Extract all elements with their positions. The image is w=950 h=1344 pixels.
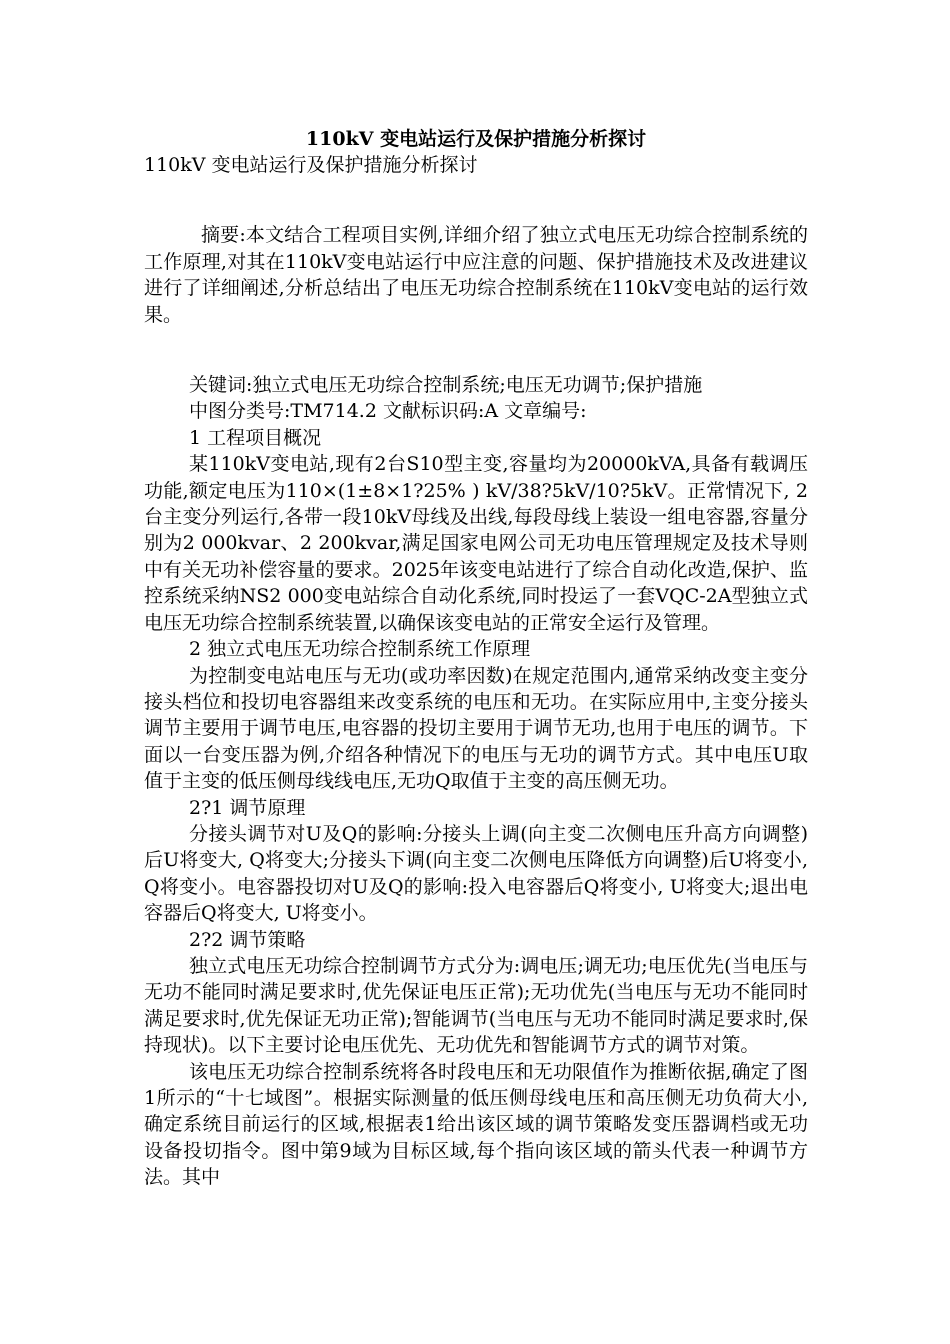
document-body	[144, 126, 808, 1191]
spacer	[144, 178, 808, 222]
section-heading-1: 1 工程项目概况	[189, 426, 322, 449]
section-1-paragraph: 某110kV变电站,现有2台S10型主变,容量均为20000kVA,具备有载调压功能,额定电压为110×(1±8×1?25% ) kV/38?5kV/10?5kV。正常情况下, 2台主变分列运行,各带一段10kV母线及出线,每段母线上装设一组电容器,容量分别为2 000kvar、2 200kvar,满足国家电网公司无功电压管理规定及技术导则中有关无功补偿容量的要求。2025年该变电站进行了综合自动化改造,保护、监控系统采纳NS2 000变电站综合自动化系统,同时投运了一套VQC-2A型独立式电压无功综合控制系统装置,以确保该变电站的正常安全运行及管理。	[144, 453, 808, 634]
section-2-2-paragraph-2: 该电压无功综合控制系统将各时段电压和无功限值作为推断依据,确定了图1所示的“十七域图”。根据实际测量的低压侧母线电压和高压侧无功负荷大小,确定系统目前运行的区域,根据表1给出该区域的调节策略发变压器调档或无功设备投切指令。图中第9域为目标区域,每个指向该区域的箭头代表一种调节方法。其中	[144, 1060, 808, 1189]
document-title: 110kV 变电站运行及保护措施分析探讨	[305, 128, 647, 150]
document-subtitle: 110kV 变电站运行及保护措施分析探讨	[144, 154, 478, 176]
section-heading-2-1: 2?1 调节原理	[189, 796, 306, 819]
section-2-paragraph: 为控制变电站电压与无功(或功率因数)在规定范围内,通常采纳改变主变分接头档位和投切电容器组来改变系统的电压和无功。在实际应用中,主变分接头调节主要用于调节电压,电容器的投切主要用于调节无功,也用于电压的调节。下面以一台变压器为例,介绍各种情况下的电压与无功的调节方式。其中电压U取值于主变的低压侧母线线电压,无功Q取值于主变的高压侧无功。	[144, 664, 808, 793]
section-2-2-paragraph: 独立式电压无功综合控制调节方式分为:调电压;调无功;电压优先(当电压与无功不能同时满足要求时,优先保证电压正常);无功优先(当电压与无功不能同时满足要求时,优先保证无功正常);智能调节(当电压与无功不能同时满足要求时,保持现状)。以下主要讨论电压优先、无功优先和智能调节方式的调节对策。	[144, 954, 808, 1057]
section-heading-2-2: 2?2 调节策略	[189, 928, 306, 951]
classification-line: 中图分类号:TM714.2 文献标识码:A 文章编号:	[189, 400, 587, 423]
section-2-1-paragraph: 分接头调节对U及Q的影响:分接头上调(向主变二次侧电压升高方向调整)后U将变大, Q将变大;分接头下调(向主变二次侧电压降低方向调整)后U将变小, Q将变小。电容器投切对U及Q的影响:投入电容器后Q将变小, U将变大;退出电容器后Q将变大, U将变小。	[144, 822, 808, 925]
spacer	[144, 328, 808, 372]
section-heading-2: 2 独立式电压无功综合控制系统工作原理	[189, 638, 531, 661]
abstract-paragraph: 摘要:本文结合工程项目实例,详细介绍了独立式电压无功综合控制系统的工作原理,对其在110kV变电站运行中应注意的问题、保护措施技术及改进建议进行了详细阐述,分析总结出了电压无功综合控制系统在110kV变电站的运行效果。	[144, 224, 808, 326]
keywords-line: 关键词:独立式电压无功综合控制系统;电压无功调节;保护措施	[189, 374, 703, 397]
